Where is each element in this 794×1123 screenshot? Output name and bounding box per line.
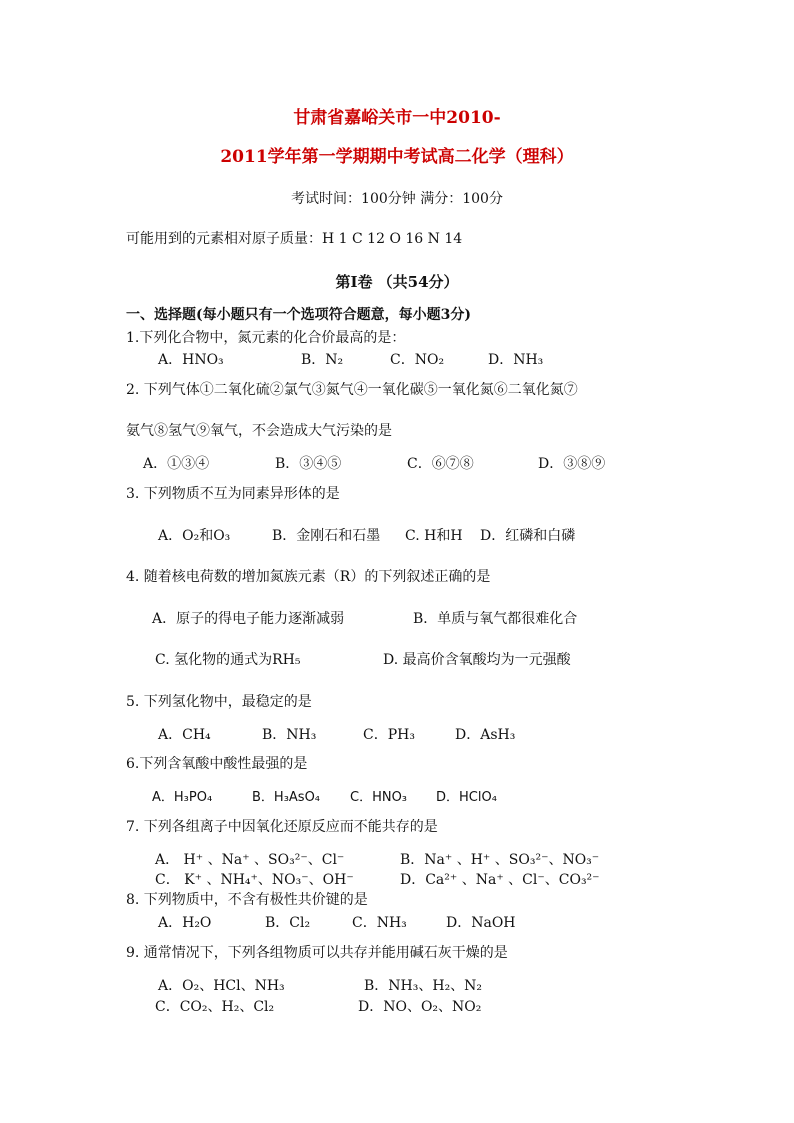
question-9-stem: 9. 通常情况下，下列各组物质可以共存并能用碱石灰干燥的是 [126,945,508,961]
question-7-option-d: D．Ca²⁺ 、Na⁺ 、Cl⁻、CO₃²⁻ [400,872,600,888]
atomic-mass-note: 可能用到的元素相对原子质量：H 1 C 12 O 16 N 14 [126,231,463,247]
question-1-stem: 1.下列化合物中，氮元素的化合价最高的是： [126,330,406,346]
question-1-option-b: B．N₂ [301,352,344,368]
title-line-2: 2011学年第一学期期中考试高二化学（理科） [220,147,574,167]
question-5-option-b: B．NH₃ [262,727,317,743]
question-4-stem: 4. 随着核电荷数的增加氮族元素（R）的下列叙述正确的是 [126,569,491,585]
question-5-option-a: A．CH₄ [158,727,211,743]
question-3-option-c: C. H和H [405,528,463,544]
question-5-stem: 5. 下列氢化物中，最稳定的是 [126,694,312,710]
question-1-option-a: A．HNO₃ [158,352,224,368]
section-title: 第I卷 （共54分） [335,273,459,291]
question-1-option-c: C．NO₂ [390,352,445,368]
question-2-option-b: B．③④⑤ [275,456,342,472]
question-3-option-b: B．金刚石和石墨 [272,528,381,544]
question-8-option-a: A．H₂O [158,915,212,931]
question-9-option-b: B．NH₃、H₂、N₂ [364,978,483,994]
question-2-stem: 2. 下列气体①二氧化硫②氯气③氮气④一氧化碳⑤一氧化氮⑥二氧化氮⑦ [126,382,578,398]
question-2-option-d: D．③⑧⑨ [538,456,606,472]
question-3-option-a: A．O₂和O₃ [158,528,231,544]
question-9-option-d: D．NO、O₂、NO₂ [358,999,482,1015]
question-9-option-c: C．CO₂、H₂、Cl₂ [155,999,275,1015]
question-5-option-d: D．AsH₃ [455,727,516,743]
question-3-option-d: D．红磷和白磷 [480,528,576,544]
question-6-option-b: B．H₃AsO₄ [252,790,321,805]
question-8-stem: 8. 下列物质中，不含有极性共价键的是 [126,892,368,908]
question-9-option-a: A．O₂、HCl、NH₃ [158,978,285,994]
question-2-stem-continued: 氨气⑧氢气⑨氧气，不会造成大气污染的是 [126,423,392,439]
question-1-option-d: D．NH₃ [488,352,544,368]
question-8-option-b: B．Cl₂ [265,915,311,931]
question-6-option-c: C．HNO₃ [350,790,408,805]
question-7-stem: 7. 下列各组离子中因氧化还原反应而不能共存的是 [126,819,438,835]
question-4-option-b: B．单质与氧气都很难化合 [413,611,578,627]
question-4-option-d: D. 最高价含氧酸均为一元强酸 [383,652,571,668]
title-line-1: 甘肃省嘉峪关市一中2010- [293,108,501,128]
question-7-option-a: A． H⁺ 、Na⁺ 、SO₃²⁻、Cl⁻ [155,852,345,868]
question-7-option-b: B．Na⁺ 、H⁺ 、SO₃²⁻、NO₃⁻ [400,852,600,868]
question-5-option-c: C．PH₃ [363,727,415,743]
section-instruction: 一、选择题(每小题只有一个选项符合题意，每小题3分) [126,307,471,323]
question-6-stem: 6.下列含氧酸中酸性最强的是 [126,756,308,772]
question-4-option-c: C. 氢化物的通式为RH₅ [155,652,301,668]
question-2-option-a: A．①③④ [143,456,210,472]
question-7-option-c: C． K⁺ 、NH₄⁺、NO₃⁻、OH⁻ [155,872,354,888]
question-3-stem: 3. 下列物质不互为同素异形体的是 [126,486,340,502]
question-8-option-c: C．NH₃ [352,915,407,931]
question-6-option-a: A．H₃PO₄ [152,790,213,805]
question-6-option-d: D．HClO₄ [436,790,497,805]
question-8-option-d: D．NaOH [446,915,516,931]
question-4-option-a: A．原子的得电子能力逐渐减弱 [152,611,345,627]
exam-info: 考试时间：100分钟 满分：100分 [291,191,503,207]
question-2-option-c: C．⑥⑦⑧ [407,456,474,472]
